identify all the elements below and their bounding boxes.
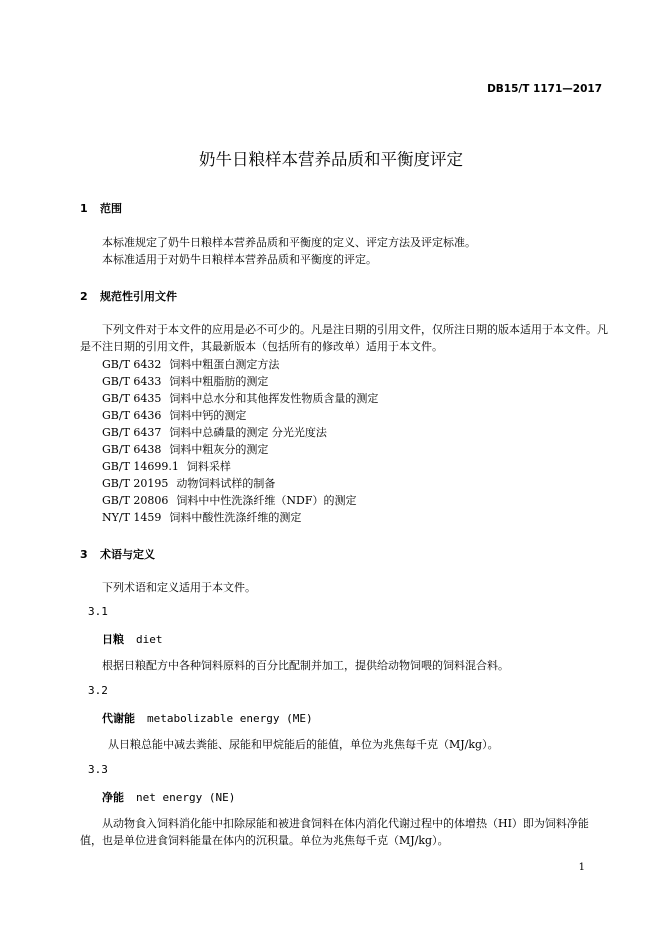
document-title: 奶牛日粮样本营养品质和平衡度评定 bbox=[199, 150, 463, 169]
reference-title: 饲料中中性洗涤纤维（NDF）的测定 bbox=[176, 494, 357, 507]
reference-item bbox=[102, 458, 231, 474]
reference-item bbox=[102, 492, 356, 508]
reference-code: GB/T 6438 bbox=[102, 443, 162, 456]
clause-number: 3.3 bbox=[88, 763, 108, 776]
term-definition: 根据日粮配方中各种饲料原料的百分比配制并加工，提供给动物饲喂的饲料混合料。 bbox=[102, 659, 509, 672]
reference-title: 饲料中总水分和其他挥发性物质含量的测定 bbox=[169, 392, 379, 405]
reference-title: 动物饲料试样的制备 bbox=[176, 477, 276, 490]
section-title: 规范性引用文件 bbox=[100, 290, 177, 303]
term-chinese: 净能 bbox=[102, 791, 124, 804]
reference-code: NY/T 1459 bbox=[102, 511, 162, 524]
clause-number: 3.2 bbox=[88, 684, 108, 697]
term-heading bbox=[102, 631, 163, 647]
section-title: 术语与定义 bbox=[100, 548, 155, 561]
section-heading-3 bbox=[80, 546, 155, 562]
reference-code: GB/T 6435 bbox=[102, 392, 162, 405]
reference-title: 饲料中粗脂肪的测定 bbox=[169, 375, 269, 388]
section3-intro: 下列术语和定义适用于本文件。 bbox=[102, 581, 256, 594]
section-heading-1 bbox=[80, 200, 122, 216]
reference-title: 饲料采样 bbox=[186, 460, 231, 473]
reference-title: 饲料中钙的测定 bbox=[169, 409, 247, 422]
reference-title: 饲料中总磷量的测定 分光光度法 bbox=[169, 426, 327, 439]
term-definition: 从日粮总能中减去粪能、尿能和甲烷能后的能值，单位为兆焦每千克（MJ/kg）。 bbox=[108, 738, 499, 751]
term-english: net energy (NE) bbox=[136, 791, 236, 804]
term-heading bbox=[102, 710, 313, 726]
reference-item bbox=[102, 475, 275, 491]
reference-title: 饲料中粗灰分的测定 bbox=[169, 443, 269, 456]
reference-title: 饲料中粗蛋白测定方法 bbox=[169, 358, 280, 371]
term-chinese: 代谢能 bbox=[102, 712, 135, 725]
section1-paragraph-1: 本标准规定了奶牛日粮样本营养品质和平衡度的定义、评定方法及评定标准。 bbox=[102, 236, 476, 249]
reference-item bbox=[102, 424, 327, 440]
reference-item bbox=[102, 390, 378, 406]
reference-code: GB/T 20195 bbox=[102, 477, 169, 490]
section1-paragraph-2: 本标准适用于对奶牛日粮样本营养品质和平衡度的评定。 bbox=[102, 253, 377, 266]
reference-code: GB/T 14699.1 bbox=[102, 460, 179, 473]
reference-item bbox=[102, 373, 268, 389]
reference-code: GB/T 6432 bbox=[102, 358, 162, 371]
reference-item bbox=[102, 356, 279, 372]
reference-code: GB/T 6437 bbox=[102, 426, 162, 439]
term-english: diet bbox=[136, 633, 163, 646]
term-definition: 从动物食入饲料消化能中扣除尿能和被进食饲料在体内消化代谢过程中的体增热（HI）即为饲料净能值，也是单位进食饲料能量在体内的沉积量。单位为兆焦每千克（MJ/kg）。 bbox=[80, 817, 589, 847]
section-number: 1 bbox=[80, 202, 88, 215]
term-chinese: 日粮 bbox=[102, 633, 124, 646]
reference-item bbox=[102, 407, 246, 423]
reference-code: GB/T 6436 bbox=[102, 409, 162, 422]
term-english: metabolizable energy (ME) bbox=[147, 712, 313, 725]
section-title: 范围 bbox=[100, 202, 122, 215]
reference-title: 饲料中酸性洗涤纤维的测定 bbox=[169, 511, 302, 524]
section-number: 2 bbox=[80, 290, 88, 303]
term-heading bbox=[102, 789, 235, 805]
reference-item bbox=[102, 509, 301, 525]
reference-code: GB/T 6433 bbox=[102, 375, 162, 388]
reference-item bbox=[102, 441, 268, 457]
section-heading-2 bbox=[80, 288, 177, 304]
page-number: 1 bbox=[578, 862, 585, 873]
standard-code: DB15/T 1171—2017 bbox=[487, 83, 602, 95]
reference-code: GB/T 20806 bbox=[102, 494, 169, 507]
clause-number: 3.1 bbox=[88, 605, 108, 618]
section2-intro: 下列文件对于本文件的应用是必不可少的。凡是注日期的引用文件，仅所注日期的版本适用于本文件。凡是不注日期的引用文件，其最新版本（包括所有的修改单）适用于本文件。 bbox=[80, 323, 608, 353]
section-number: 3 bbox=[80, 548, 88, 561]
